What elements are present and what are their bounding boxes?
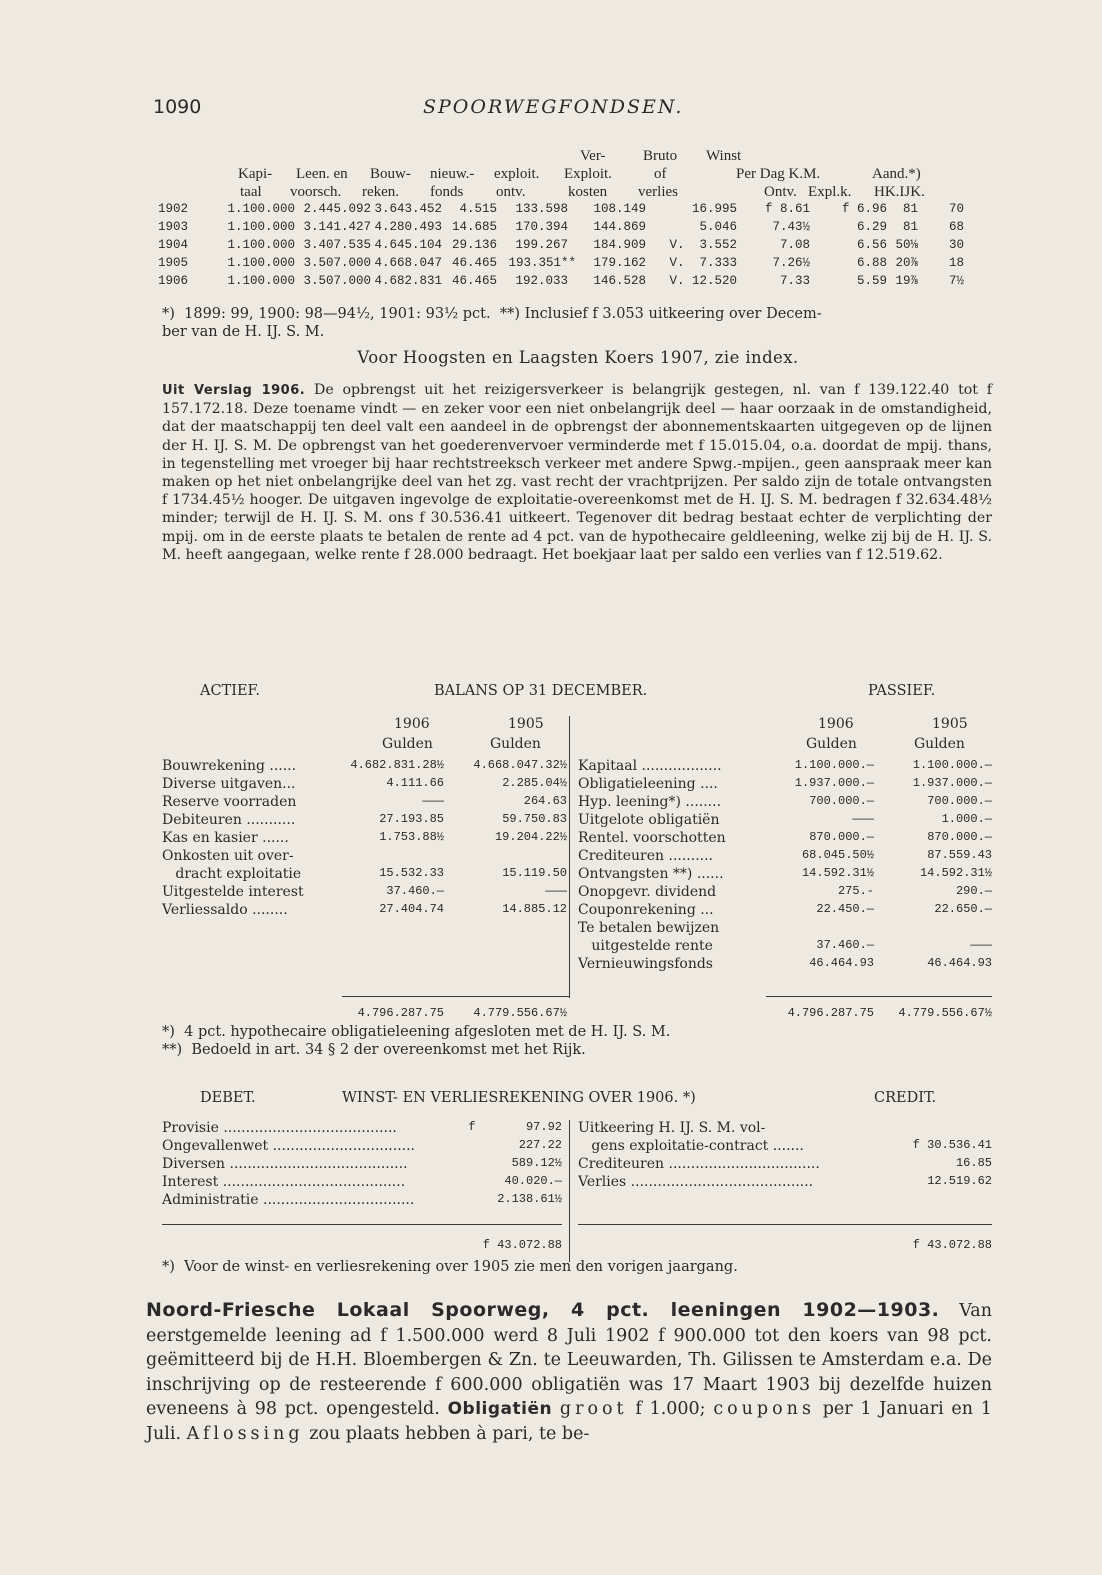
debet-row: [162, 1192, 992, 1210]
stats-cell: 5.59: [856, 274, 887, 288]
aflossing-label: Aflossing: [186, 1423, 304, 1444]
stats-cell: f 8.61: [764, 202, 810, 216]
stats-cell: 193.351**: [508, 256, 576, 270]
stats-cell: 70: [948, 202, 964, 216]
stats-cell: 3.507.000: [303, 274, 371, 288]
stats-header-cell: HK.IJK.: [874, 184, 925, 200]
passief-value-1906: 14.592.31½: [801, 866, 874, 880]
balance-total-rule: [342, 996, 570, 997]
credit-total: f 43.072.88: [912, 1238, 992, 1252]
stats-cell: 46.465: [451, 274, 497, 288]
stats-cell: 16.995: [691, 202, 737, 216]
winst-total-rule: [162, 1224, 562, 1225]
stats-cell: 133.598: [515, 202, 568, 216]
credit-row: [578, 1174, 992, 1192]
stats-cell: 7½: [948, 274, 964, 288]
stats-cell: 2.445.092: [303, 202, 371, 216]
passief-row: [162, 956, 992, 974]
balance-total-row: [162, 1006, 992, 1024]
actief-total-1905: 4.779.556.67½: [473, 1006, 567, 1020]
debet-label: Diversen ........................................: [162, 1156, 408, 1172]
winst-footnote: *) Voor de winst- en verliesrekening over 1905 zie men den vorigen jaargang.: [162, 1259, 738, 1275]
actief-label: Diverse uitgaven...: [162, 776, 296, 792]
debet-label: Provisie .......................................: [162, 1120, 397, 1136]
stats-cell: 179.162: [593, 256, 646, 270]
debet-total: f 43.072.88: [482, 1238, 562, 1252]
stats-cell: 30: [948, 238, 964, 252]
actief-total-1906: 4.796.287.75: [357, 1006, 444, 1020]
passief-row: [162, 830, 992, 848]
stats-cell: 68: [948, 220, 964, 234]
passief-value-1905: 87.559.43: [927, 848, 992, 862]
stats-cell: 5.046: [699, 220, 737, 234]
stats-header-cell: Kapi-: [238, 166, 273, 182]
passief-label: Couponrekening ...: [578, 902, 714, 918]
actief-value-1905: 4.668.047.32½: [473, 758, 567, 772]
stats-cell: 199.267: [515, 238, 568, 252]
stats-cell: 4.682.831: [374, 274, 442, 288]
actief-value-1906: 4.111.66: [386, 776, 444, 790]
passief-value-1905: 290.—: [955, 884, 992, 898]
passief-label: Kapitaal ..................: [578, 758, 722, 774]
credit-row: [578, 1156, 992, 1174]
actief-value-1906: 15.532.33: [379, 866, 444, 880]
passief-value-1906: 37.460.—: [816, 938, 874, 952]
passief-value-1905: 14.592.31½: [919, 866, 992, 880]
credit-label: gens exploitatie-contract .......: [578, 1138, 804, 1154]
passief-row: [162, 758, 992, 776]
credit-value: 12.519.62: [923, 1174, 992, 1188]
balance-year: 1906: [394, 716, 430, 732]
stats-cell: 1.100.000: [227, 202, 295, 216]
stats-cell: 1.100.000: [227, 238, 295, 252]
winst-title: WINST- EN VERLIESREKENING OVER 1906. *): [342, 1090, 696, 1106]
passief-value-1905: 700.000.—: [927, 794, 992, 808]
stats-cell-year: 1902: [158, 202, 189, 216]
stats-cell: 50⅛: [895, 238, 918, 252]
passief-value-1905: 1.000.—: [941, 812, 992, 826]
stats-footnote: *) 1899: 99, 1900: 98—94½, 1901: 93½ pct. **) Inclusief f 3.053 uitkeering over Decem-: [162, 306, 822, 322]
denomination-text: f 1.000;: [635, 1399, 706, 1420]
stats-header-cell: reken.: [362, 184, 400, 200]
credit-value: 16.85: [952, 1156, 992, 1170]
debet-label: Ongevallenwet ................................: [162, 1138, 416, 1154]
passief-value-1905: ———: [970, 938, 992, 952]
stats-cell: 7.43½: [772, 220, 810, 234]
winst-header: [162, 1090, 992, 1110]
obligatien-label: Obligatiën: [447, 1399, 553, 1420]
credit-label: Verlies .........................................: [578, 1174, 814, 1190]
credit-label: Uitkeering H. IJ. S. M. vol-: [578, 1120, 766, 1136]
verslag-heading: Uit Verslag 1906.: [162, 383, 306, 398]
actief-label: Verliessaldo ........: [162, 902, 288, 918]
passief-row: [162, 776, 992, 794]
stats-header-cell: nieuw.-: [430, 166, 475, 182]
passief-row: [162, 938, 992, 956]
statistics-table: [158, 148, 998, 292]
passief-value-1906: 275.-: [837, 884, 874, 898]
stats-header-cell: voorsch.: [290, 184, 342, 200]
debet-value: 227.22: [518, 1138, 562, 1152]
stats-cell: 20⅞: [895, 256, 918, 270]
actief-label: Onkosten uit over-: [162, 848, 294, 864]
actief-value-1906: 27.404.74: [379, 902, 444, 916]
stats-header-cell: Leen. en: [296, 166, 348, 182]
passief-value-1905: 870.000.—: [927, 830, 992, 844]
passief-row: [162, 902, 992, 920]
stats-header-cell: of: [654, 166, 667, 182]
credit-label: Crediteuren ..................................: [578, 1156, 820, 1172]
actief-value-1905: 2.285.04½: [502, 776, 567, 790]
actief-label: dracht exploitatie: [162, 866, 302, 882]
passief-row: [162, 794, 992, 812]
coupons-label: coupons: [713, 1399, 815, 1420]
winst-credit-title: CREDIT.: [874, 1090, 937, 1106]
passief-label: Vernieuwingsfonds: [578, 956, 713, 972]
stats-cell: 6.88: [856, 256, 887, 270]
stats-cell: 4.515: [459, 202, 497, 216]
balance-header: [162, 683, 992, 703]
actief-value-1905: 264.63: [523, 794, 567, 808]
actief-value-1906: 4.682.831.28½: [350, 758, 444, 772]
passief-label: Crediteuren ..........: [578, 848, 714, 864]
stats-header-cell: fonds: [430, 184, 464, 200]
stats-cell: 7.08: [779, 238, 810, 252]
winst-verlies-rekening: [162, 1120, 992, 1260]
aflossing-text: zou plaats hebben à pari, te be-: [309, 1423, 590, 1444]
stats-cell: 144.869: [593, 220, 646, 234]
stats-cell-year: 1904: [158, 238, 189, 252]
stats-header-row: [158, 166, 998, 184]
actief-value-1905: 15.119.50: [502, 866, 567, 880]
passief-value-1905: 1.100.000.—: [912, 758, 992, 772]
passief-label: Te betalen bewijzen: [578, 920, 720, 936]
actief-label: Kas en kasier ......: [162, 830, 289, 846]
stats-cell: 108.149: [593, 202, 646, 216]
debet-value: f 97.92: [468, 1120, 562, 1134]
winst-total-rule: [578, 1224, 992, 1225]
actief-value-1905: 59.750.83: [502, 812, 567, 826]
stats-cell: 6.56: [856, 238, 887, 252]
passief-row: [162, 848, 992, 866]
balance-unit: Gulden: [382, 736, 433, 752]
groot-label: groot: [559, 1399, 628, 1420]
stats-cell: 3.643.452: [374, 202, 442, 216]
winst-debet-title: DEBET.: [200, 1090, 256, 1106]
stats-header-row: [158, 148, 998, 166]
passief-value-1905: 22.650.—: [934, 902, 992, 916]
passief-label: Onopgevr. dividend: [578, 884, 717, 900]
stats-header-cell: taal: [240, 184, 262, 200]
page-header: [153, 96, 993, 126]
stats-cell: V. 3.552: [669, 238, 737, 252]
balance-year-row: [162, 716, 992, 734]
stats-cell-year: 1906: [158, 274, 189, 288]
stats-cell: 1.100.000: [227, 256, 295, 270]
stats-cell: 3.507.000: [303, 256, 371, 270]
actief-value-1906: 1.753.88½: [379, 830, 444, 844]
stats-cell: 46.465: [451, 256, 497, 270]
actief-value-1905: 14.885.12: [502, 902, 567, 916]
passief-row: [162, 866, 992, 884]
stats-cell: 81: [902, 202, 918, 216]
noord-friesche-heading: Noord-Friesche Lokaal Spoorweg, 4 pct. leeningen 1902—1903.: [146, 1299, 940, 1321]
stats-header-cell: Per Dag K.M.: [736, 166, 821, 182]
passief-total-1906: 4.796.287.75: [787, 1006, 874, 1020]
stats-cell: 81: [902, 220, 918, 234]
balance-unit: Gulden: [806, 736, 857, 752]
stats-cell: 6.29: [856, 220, 887, 234]
balance-total-rule: [766, 996, 992, 997]
passief-value-1906: 46.464.93: [809, 956, 874, 970]
stats-cell: 4.668.047: [374, 256, 442, 270]
passief-label: Ontvangsten **) ......: [578, 866, 724, 882]
noord-friesche-paragraph: [146, 1298, 992, 1447]
passief-label: Rentel. voorschotten: [578, 830, 726, 846]
stats-cell: 3.141.427: [303, 220, 371, 234]
winst-total-row: [162, 1238, 992, 1256]
actief-label: Bouwrekening ......: [162, 758, 297, 774]
debet-value: 2.138.61½: [497, 1192, 562, 1206]
stats-cell: 170.394: [515, 220, 568, 234]
stats-header-cell: verlies: [638, 184, 678, 200]
running-title: SPOORWEGFONDSEN.: [423, 96, 684, 118]
balance-actief-title: ACTIEF.: [200, 683, 260, 699]
stats-cell: V. 12.520: [669, 274, 737, 288]
balance-year: 1905: [508, 716, 544, 732]
passief-row: [162, 812, 992, 830]
passief-value-1906: 22.450.—: [816, 902, 874, 916]
passief-total-1905: 4.779.556.67½: [898, 1006, 992, 1020]
stats-header-row: [158, 184, 998, 202]
stats-header-cell: exploit.: [494, 166, 540, 182]
passief-value-1905: 1.937.000.—: [912, 776, 992, 790]
stats-cell: 19⅞: [895, 274, 918, 288]
stats-cell: 1.100.000: [227, 274, 295, 288]
stats-header-cell: Aand.*): [872, 166, 921, 182]
debet-value: 40.020.—: [504, 1174, 562, 1188]
stats-data-row: [158, 238, 998, 256]
stats-footnote-continued: ber van de H. IJ. S. M.: [162, 324, 325, 340]
passief-label: Obligatieleening ....: [578, 776, 718, 792]
credit-row: [578, 1138, 992, 1156]
stats-data-row: [158, 202, 998, 220]
actief-value-1906: ———: [422, 794, 444, 808]
passief-value-1906: 700.000.—: [809, 794, 874, 808]
stats-cell: f 6.96: [841, 202, 887, 216]
stats-header-cell: Bouw-: [370, 166, 411, 182]
stats-cell: 14.685: [451, 220, 497, 234]
stats-cell: 1.100.000: [227, 220, 295, 234]
passief-value-1906: 1.937.000.—: [794, 776, 874, 790]
passief-label: Uitgelote obligatiën: [578, 812, 720, 828]
balance-footnote: **) Bedoeld in art. 34 § 2 der overeenkomst met het Rijk.: [162, 1042, 586, 1058]
passief-row: [162, 884, 992, 902]
stats-data-row: [158, 256, 998, 274]
actief-value-1906: 37.460.—: [386, 884, 444, 898]
stats-cell-year: 1905: [158, 256, 189, 270]
actief-label: Debiteuren ...........: [162, 812, 296, 828]
passief-row: [162, 920, 992, 938]
stats-cell: 4.645.104: [374, 238, 442, 252]
stats-cell: 192.033: [515, 274, 568, 288]
stats-header-cell: Ontv. Expl.k.: [764, 184, 852, 200]
debet-value: 589.12½: [511, 1156, 562, 1170]
balance-passief-title: PASSIEF.: [868, 683, 936, 699]
stats-cell: 184.909: [593, 238, 646, 252]
stats-cell: 7.33: [779, 274, 810, 288]
passief-value-1906: 1.100.000.—: [794, 758, 874, 772]
stats-header-cell: Bruto: [643, 148, 678, 164]
stats-data-row: [158, 274, 998, 292]
stats-cell: V. 7.333: [669, 256, 737, 270]
stats-cell: 146.528: [593, 274, 646, 288]
balance-sheet: [162, 716, 992, 1056]
actief-label: Uitgestelde interest: [162, 884, 304, 900]
actief-value-1906: 27.193.85: [379, 812, 444, 826]
balance-unit: Gulden: [490, 736, 541, 752]
page-number: 1090: [153, 96, 202, 118]
actief-label: Reserve voorraden: [162, 794, 297, 810]
credit-row: [578, 1120, 992, 1138]
debet-label: Interest .........................................: [162, 1174, 406, 1190]
passief-label: uitgestelde rente: [578, 938, 713, 954]
actief-value-1905: 19.204.22½: [494, 830, 567, 844]
balance-title: BALANS OP 31 DECEMBER.: [434, 683, 648, 699]
passief-value-1906: ———: [852, 812, 874, 826]
passief-value-1906: 870.000.—: [809, 830, 874, 844]
passief-label: Hyp. leening*) ........: [578, 794, 722, 810]
debet-label: Administratie ..................................: [162, 1192, 415, 1208]
stats-cell: 18: [948, 256, 964, 270]
stats-data-row: [158, 220, 998, 238]
noord-friesche-text: Van eerstgemelde leening ad f 1.500.000 werd 8 Juli 1902 f 900.000 tot den koers van 98 pct. geëmitteerd bij de H.H. Bloembergen & Zn. te Leeuwarden, Th. Gilissen te Amsterdam e.a. De inschrijving op de resteerende f 600.000 obligatiën was 17 Maart 1903 bij dezelfde huizen eveneens à 98 pct. opengesteld.: [146, 1301, 992, 1420]
stats-cell-year: 1903: [158, 220, 189, 234]
verslag-paragraph: [162, 381, 992, 564]
balance-unit: Gulden: [914, 736, 965, 752]
coupon-dates-text: per 1 Januari en 1 Juli.: [146, 1399, 992, 1444]
index-reference: Voor Hoogsten en Laagsten Koers 1907, zie index.: [357, 348, 799, 367]
stats-cell: 4.280.493: [374, 220, 442, 234]
balance-footnote: *) 4 pct. hypothecaire obligatieleening afgesloten met de H. IJ. S. M.: [162, 1024, 671, 1040]
verslag-text: De opbrengst uit het reizigersverkeer is belangrijk gestegen, nl. van f 139.122.40 tot f 157.172.18. Deze toename vindt — en zeker voor een niet onbelangrijk deel — haar oorzaak in de omstandigheid, dat der maatschappij ten deel valt een aandeel in de opbrengst der abonnementskaarten uitgegeven op de lijnen der H. IJ. S. M. De opbrengst van het goederenvervoer verminderde met f 15.015.04, o.a. doordat de mpij. thans, in tegenstelling met vroeger bij haar rechtstreeksch verkeer met andere Spwg.-mpijen., geen aanspraak meer kan maken op het niet onbelangrijke deel van het zg. vast recht der vrachtprijzen. Per saldo zijn de totale ontvangsten f 1734.45½ hooger. De uitgaven ingevolge de exploitatie-overeenkomst met de H. IJ. S. M. bedragen f 32.634.48½ minder; terwijl de H. IJ. S. M. ons f 30.536.41 uitkeert. Tegenover dit bedrag bestaat echter de verplichting der mpij. om in de eerste plaats te betalen de rente ad 4 pct. van de hypothecaire geldleening, welke zij bij de H. IJ. S. M. heeft aangegaan, welke rente f 28.000 bedraagt. Het boekjaar laat per saldo een verlies van f 12.519.62.: [162, 382, 993, 563]
balance-unit-row: [162, 736, 992, 754]
stats-header-cell: kosten: [568, 184, 608, 200]
balance-year: 1905: [932, 716, 968, 732]
stats-cell: 7.26½: [772, 256, 810, 270]
stats-cell: 3.407.535: [303, 238, 371, 252]
stats-header-cell: Exploit.: [564, 166, 612, 182]
credit-value: f 30.536.41: [909, 1138, 992, 1152]
passief-value-1906: 68.045.50½: [801, 848, 874, 862]
balance-year: 1906: [818, 716, 854, 732]
stats-header-cell: Ver-: [580, 148, 606, 164]
stats-header-cell: Winst: [706, 148, 742, 164]
stats-header-cell: ontv.: [496, 184, 526, 200]
stats-cell: 29.136: [451, 238, 497, 252]
actief-value-1905: ———: [545, 884, 567, 898]
passief-value-1905: 46.464.93: [927, 956, 992, 970]
